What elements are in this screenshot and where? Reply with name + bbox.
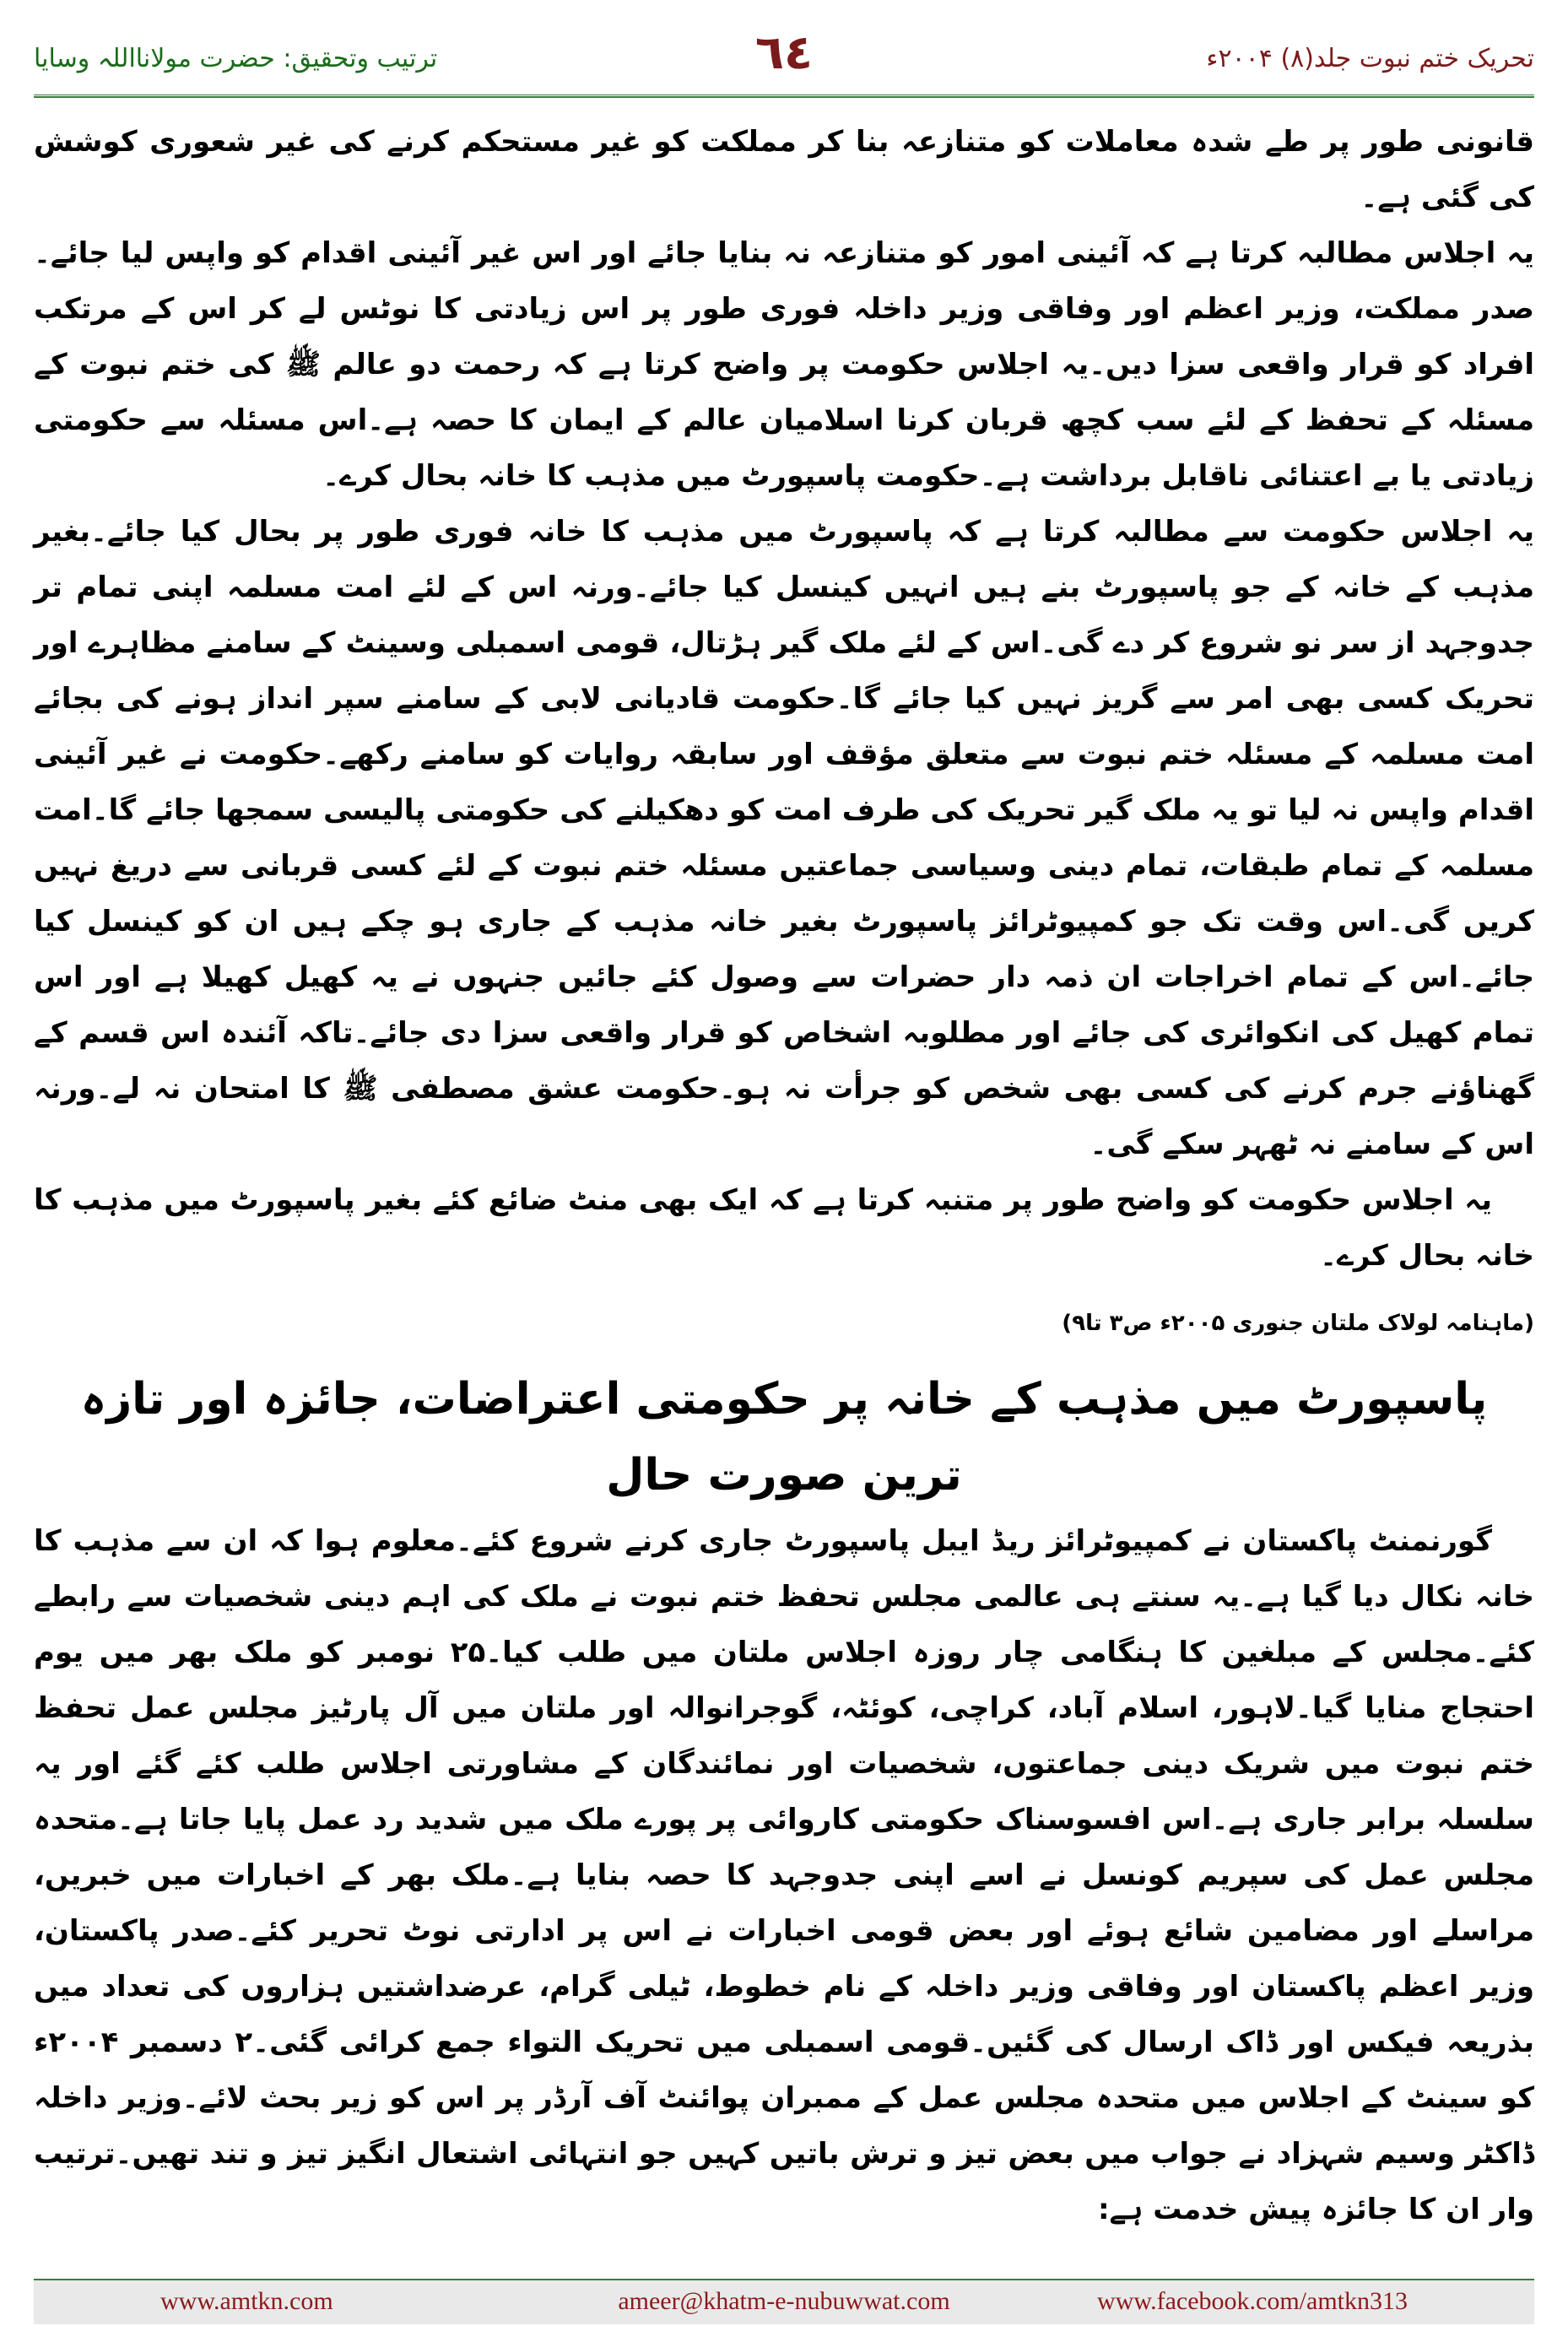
section-heading: پاسپورٹ میں مذہب کے خانہ پر حکومتی اعتراضات، جائزہ اور تازہ ترین صورت حال xyxy=(80,1374,1488,1501)
paragraph-3: یہ اجلاس حکومت سے مطالبہ کرتا ہے کہ پاسپورٹ میں مذہب کا خانہ فوری طور پر بحال کیا جائے۔بغیر مذہب کے خانہ کے جو پاسپورٹ بنے ہیں انہیں کینسل کیا جائے۔ورنہ اس کے لئے امت مسلمہ اپنی تمام تر جدوجہد از سر نو شروع کر دے گی۔اس کے لئے ملک گیر ہڑتال، قومی اسمبلی وسینٹ کے سامنے مظاہرے اور تحریک کسی بھی امر سے گریز نہیں کیا جائے گا۔حکومت قادیانی لابی کے سامنے سپر انداز ہونے کی بجائے امت مسلمہ کے مسئلہ ختم نبوت سے متعلق مؤقف اور سابقہ روایات کو سامنے رکھے۔حکومت نے غیر آئینی اقدام واپس نہ لیا تو یہ ملک گیر تحریک کی طرف امت کو دھکیلنے کی حکومتی پالیسی سمجھا جائے گا۔امت مسلمہ کے تمام طبقات، تمام دینی وسیاسی جماعتیں مسئلہ ختم نبوت کے لئے کسی قربانی سے دریغ نہیں کریں گی۔اس وقت تک جو کمپیوٹرائز پاسپورٹ بغیر خانہ مذہب کے جاری ہو چکے ہیں ان کو کینسل کیا جائے۔اس کے تمام اخراجات ان ذمہ دار حضرات سے وصول کئے جائیں جنہوں نے یہ کھیل کھیلا ہے اور اس تمام کھیل کی انکوائری کی جائے اور مطلوبہ اشخاص کو قرار واقعی سزا دی جائے۔تاکہ آئندہ اس قسم کے گھناؤنے جرم کرنے کی کسی بھی شخص کو جرأت نہ ہو۔حکومت عشق مصطفی ﷺ کا امتحان نہ لے۔ورنہ اس کے سامنے نہ ٹھہر سکے گی۔ xyxy=(34,515,1534,1161)
facebook-link[interactable]: www.facebook.com/amtkn313 xyxy=(1097,2287,1408,2315)
paragraph-4: یہ اجلاس حکومت کو واضح طور پر متنبہ کرتا ہے کہ ایک بھی منٹ ضائع کئے بغیر پاسپورٹ میں مذہب کا خانہ بحال کرے۔ xyxy=(34,1183,1534,1273)
paragraph-1: قانونی طور پر طے شدہ معاملات کو متنازعہ بنا کر مملکت کو غیر مستحکم کرنے کی غیر شعوری کوشش کی گئی ہے۔ xyxy=(34,125,1534,214)
book-title: تحریک ختم نبوت جلد(۸) ۲۰۰۴ء xyxy=(1206,44,1534,73)
source-citation: (ماہنامہ لولاک ملتان جنوری ۲۰۰۵ء ص۳ تا۹) xyxy=(1062,1311,1534,1336)
page-body xyxy=(34,114,1534,2237)
page-number: ٦٤ xyxy=(754,25,814,80)
section-paragraph-1: گورنمنٹ پاکستان نے کمپیوٹرائز ریڈ ایبل پاسپورٹ جاری کرنے شروع کئے۔معلوم ہوا کہ ان سے مذہب کا خانہ نکال دیا گیا ہے۔یہ سنتے ہی عالمی مجلس تحفظ ختم نبوت نے ملک کی اہم دینی شخصیات سے رابطے کئے۔مجلس کے مبلغین کا ہنگامی چار روزہ اجلاس ملتان میں طلب کیا۔۲۵ نومبر کو ملک بھر میں یوم احتجاج منایا گیا۔لاہور، اسلام آباد، کراچی، کوئٹہ، گوجرانوالہ اور ملتان میں آل پارٹیز مجلس عمل تحفظ ختم نبوت میں شریک دینی جماعتوں، شخصیات اور نمائندگان کے مشاورتی اجلاس طلب کئے گئے اور یہ سلسلہ برابر جاری ہے۔اس افسوسناک حکومتی کاروائی پر پورے ملک میں شدید رد عمل پایا جاتا ہے۔متحدہ مجلس عمل کی سپریم کونسل نے اسے اپنی جدوجہد کا حصہ بنایا ہے۔ملک بھر کے اخبارات میں خبریں، مراسلے اور مضامین شائع ہوئے اور بعض قومی اخبارات نے اس پر ادارتی نوٹ تحریر کئے۔صدر پاکستان، وزیر اعظم پاکستان اور وفاقی وزیر داخلہ کے نام خطوط، ٹیلی گرام، عرضداشتیں ہزاروں کی تعداد میں بذریعہ فیکس اور ڈاک ارسال کی گئیں۔قومی اسمبلی میں تحریک التواء جمع کرائی گئی۔۲ دسمبر ۲۰۰۴ء کو سینٹ کے اجلاس میں متحدہ مجلس عمل کے ممبران پوائنٹ آف آرڈر پر اس کو زیر بحث لائے۔وزیر داخلہ ڈاکٹر وسیم شہزاد نے جواب میں بعض تیز و ترش باتیں کہیں جو انتہائی اشتعال انگیز تیز و تند تھیں۔ترتیب وار ان کا جائزہ پیش خدمت ہے: xyxy=(34,1524,1535,2226)
email-link[interactable]: ameer@khatm-e-nubuwwat.com xyxy=(618,2287,950,2315)
website-link[interactable]: www.amtkn.com xyxy=(160,2287,333,2315)
paragraph-2: یہ اجلاس مطالبہ کرتا ہے کہ آئینی امور کو متنازعہ نہ بنایا جائے اور اس غیر آئینی اقدام کو واپس لیا جائے۔صدر مملکت، وزیر اعظم اور وفاقی وزیر داخلہ فوری طور پر اس زیادتی کا نوٹس لے کر اس کے مرتکب افراد کو قرار واقعی سزا دیں۔یہ اجلاس حکومت پر واضح کرتا ہے کہ رحمت دو عالم ﷺ کی ختم نبوت کے مسئلہ کے تحفظ کے لئے سب کچھ قربان کرنا اسلامیان عالم کے ایمان کا حصہ ہے۔اس مسئلہ سے حکومتی زیادتی یا بے اعتنائی ناقابل برداشت ہے۔حکومت پاسپورٹ میں مذہب کا خانہ بحال کرے۔ xyxy=(34,236,1534,493)
compiler-credit: ترتیب وتحقیق: حضرت مولانااللہ وسایا xyxy=(34,44,438,73)
header-divider xyxy=(34,95,1534,98)
page-footer xyxy=(34,2279,1534,2324)
page-header xyxy=(34,25,1534,93)
